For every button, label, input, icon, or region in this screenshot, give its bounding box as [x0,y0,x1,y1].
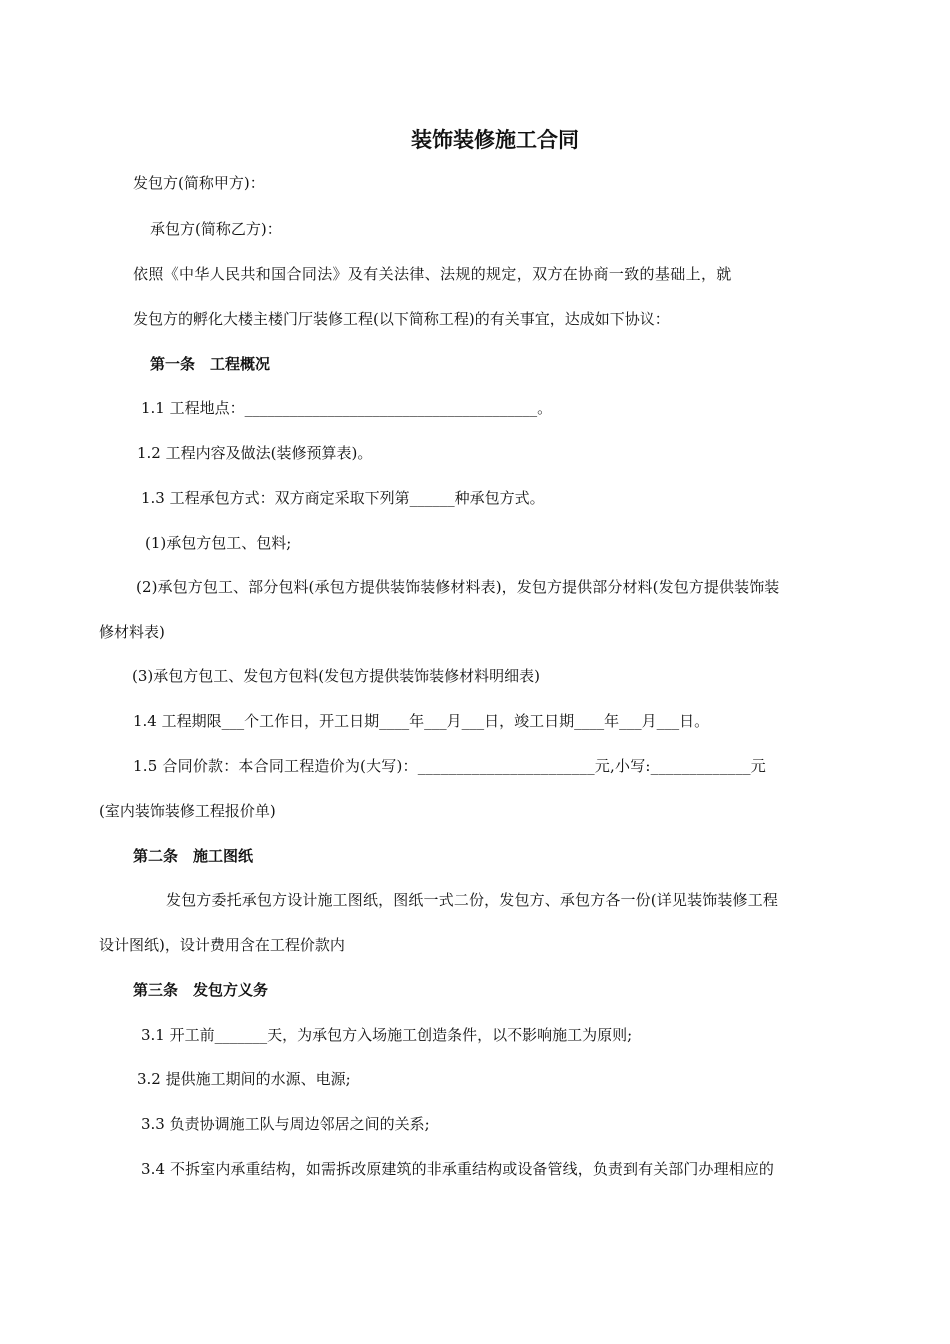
article-1-heading: 第一条 工程概况 [150,355,271,373]
clause-3-4: 3.4 不拆室内承重结构，如需拆改原建筑的非承重结构或设备管线，负责到有关部门办理相应的 [141,1160,775,1178]
clause-3-2: 3.2 提供施工期间的水源、电源; [137,1070,351,1088]
option-2-line-1: (2)承包方包工、部分包料(承包方提供装饰装修材料表)，发包方提供部分材料(发包方提供装饰装 [136,578,780,596]
clause-3-3: 3.3 负责协调施工队与周边邻居之间的关系; [141,1115,430,1133]
article-3-heading: 第三条 发包方义务 [133,981,269,999]
option-1: (1)承包方包工、包料; [145,534,292,552]
article-2-line-2: 设计图纸)，设计费用含在工程价款内 [99,936,345,954]
intro-line-1: 依照《中华人民共和国合同法》及有关法律、法规的规定，双方在协商一致的基础上，就 [133,265,732,283]
clause-3-1: 3.1 开工前_______天，为承包方入场施工创造条件，以不影响施工为原则; [141,1026,633,1044]
clause-1-1: 1.1 工程地点：_______________________________________。 [141,399,553,417]
intro-line-2: 发包方的孵化大楼主楼门厅装修工程(以下简称工程)的有关事宜，达成如下协议： [133,310,670,328]
clause-1-5-line-2: (室内装饰装修工程报价单) [99,802,276,820]
article-2-heading: 第二条 施工图纸 [133,847,254,865]
party-a-line: 发包方(简称甲方)： [133,174,265,192]
document-title: 装饰装修施工合同 [411,128,579,152]
option-3: (3)承包方包工、发包方包料(发包方提供装饰装修材料明细表) [132,667,540,685]
clause-1-5-line-1: 1.5 合同价款：本合同工程造价为(大写)：_______________________元,小写:_____________元 [133,757,766,775]
party-b-line: 承包方(简称乙方)： [150,220,282,238]
article-2-line-1: 发包方委托承包方设计施工图纸，图纸一式二份，发包方、承包方各一份(详见装饰装修工程 [166,891,779,909]
clause-1-2: 1.2 工程内容及做法(装修预算表)。 [137,444,373,462]
option-2-line-2: 修材料表) [99,623,165,641]
clause-1-4: 1.4 工程期限___个工作日，开工日期____年___月___日，竣工日期____年___月___日。 [133,712,710,730]
clause-1-3: 1.3 工程承包方式：双方商定采取下列第______种承包方式。 [141,489,545,507]
